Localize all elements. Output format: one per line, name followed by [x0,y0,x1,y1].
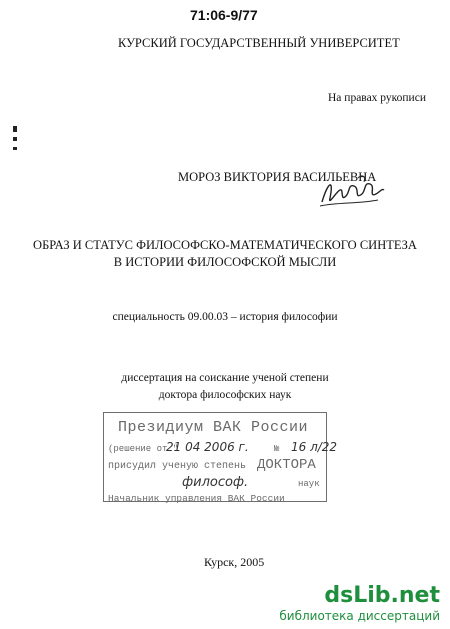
dissertation-title-line-2: В ИСТОРИИ ФИЛОСОФСКОЙ МЫСЛИ [113,255,337,269]
author-signature [318,172,388,214]
stamp-decision-prefix: (решение от " [108,444,179,454]
university-name: КУРСКИЙ ГОСУДАРСТВЕННЫЙ УНИВЕРСИТЕТ [118,36,400,50]
stamp-awarded-label: присудил ученую степень [108,461,247,472]
stamp-field: философ. [182,475,249,490]
dslib-watermark [279,585,440,623]
vak-stamp [103,412,338,504]
dslib-logo-part2: .net [390,583,440,608]
city-year: Курск, 2005 [204,555,265,569]
manuscript-rights: На правах рукописи [328,92,426,104]
dslib-logo [279,585,440,607]
stamp-decision-number: 16 л/22 [291,440,338,454]
stamp-footer: Начальник управления ВАК России [108,493,285,504]
dslib-logo-part1: dsLib [324,583,391,608]
binder-mark [13,137,17,141]
dissertation-title-line-1: ОБРАЗ И СТАТУС ФИЛОСОФСКО-МАТЕМАТИЧЕСКОГО СИНТЕЗА [33,238,417,252]
archive-number: 71:06-9/77 [190,7,258,23]
dslib-subtitle: библиотека диссертаций [279,609,440,623]
author-name: МОРОЗ ВИКТОРИЯ ВАСИЛЬЕВНА [178,170,377,184]
degree-line-2: доктора философских наук [158,389,292,401]
specialty: специальность 09.00.03 – история философии [112,311,338,323]
binder-mark [13,126,17,132]
stamp-degree: ДОКТОРА [257,457,316,473]
stamp-unit: наук [298,479,320,489]
binder-mark [13,147,17,150]
stamp-number-label: № [274,444,280,454]
stamp-header: Президиум ВАК России [118,419,309,436]
degree-line-1: диссертация на соискание ученой степени [121,372,329,384]
stamp-decision-date: 21 04 2006 г. [166,440,249,454]
